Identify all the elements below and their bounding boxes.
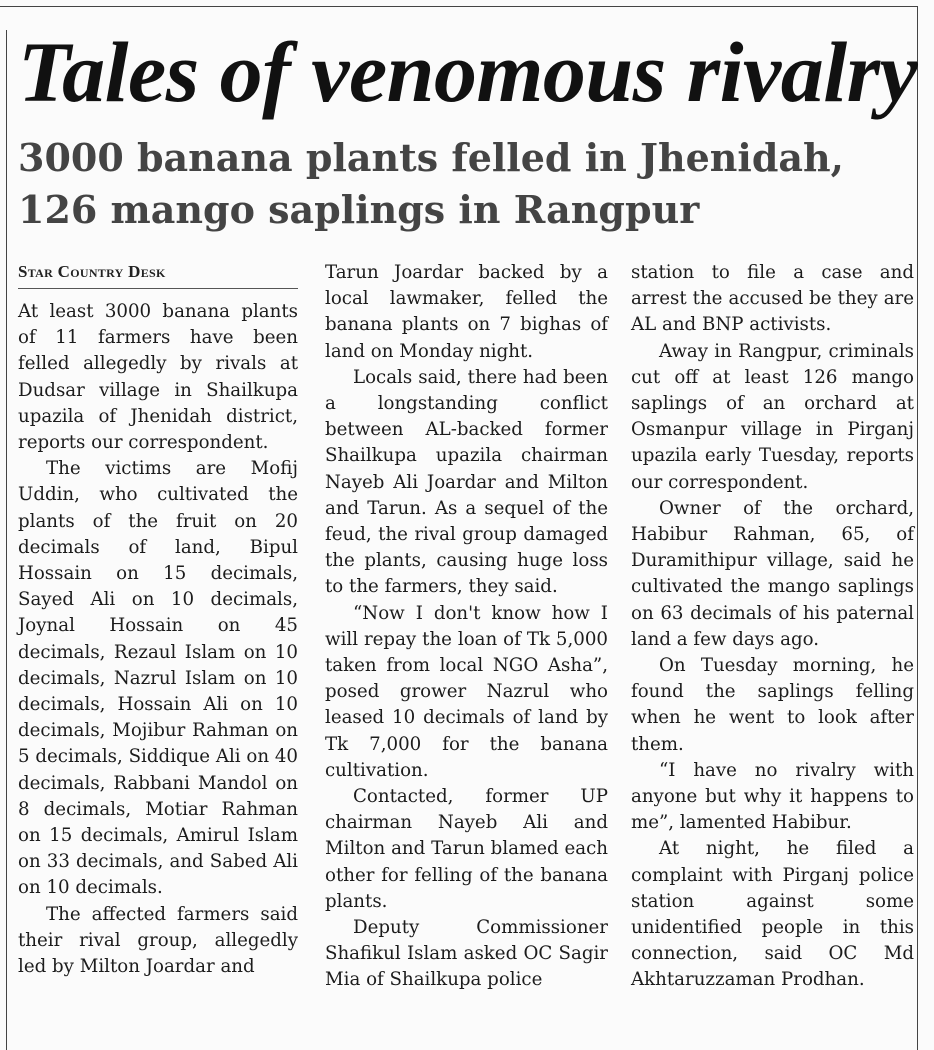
article-column-3 bbox=[631, 260, 914, 994]
paragraph: The victims are Mofij Uddin, who cultivated the plants of the fruit on 20 decimals of land, Bipul Hossain on 15 decimals, Sayed Ali on 10 decimals, Joynal Hossain on 45 decimals, Rezaul Islam on 10 decimals, Nazrul Islam on 10 decimals, Hossain Ali on 10 decimals, Mojibur Rahman on 5 decimals, Siddique Ali on 40 decimals, Rabbani Mandol on 8 decimals, Motiar Rahman on 15 decimals, Amirul Islam on 33 decimals, and Sabed Ali on 10 decimals. bbox=[18, 458, 298, 899]
paragraph: At night, he filed a complaint with Pirganj police station against some unidentified people in this connection, said OC Md Akhtaruzzaman Prodhan. bbox=[631, 838, 914, 991]
top-border-rule bbox=[0, 6, 918, 7]
right-border-rule bbox=[917, 6, 918, 1050]
byline: Star Country Desk bbox=[18, 262, 166, 281]
paragraph: “Now I don't know how I will repay the loan of Tk 5,000 taken from local NGO Asha”, posed grower Nazrul who leased 10 decimals of land by Tk 7,000 for the banana cultivation. bbox=[325, 602, 608, 781]
paragraph: Tarun Joardar backed by a local lawmaker, felled the banana plants on 7 bighas of land on Monday night. bbox=[325, 262, 608, 362]
headline: Tales of venomous rivalry bbox=[18, 24, 918, 120]
paragraph: The affected farmers said their rival group, allegedly led by Milton Joardar and bbox=[18, 903, 298, 978]
byline-rule bbox=[18, 288, 298, 289]
paragraph: Deputy Commissioner Shafikul Islam asked OC Sagir Mia of Shailkupa police bbox=[325, 917, 608, 991]
article-column-1 bbox=[18, 262, 298, 980]
paragraph: Owner of the orchard, Habibur Rahman, 65, of Duramithipur village, said he cultivated the mango saplings on 63 decimals of his paternal land a few days ago. bbox=[631, 497, 914, 650]
article-column-2 bbox=[325, 260, 608, 994]
paragraph: “I have no rivalry with anyone but why it happens to me”, lamented Habibur. bbox=[631, 759, 914, 834]
left-border-rule bbox=[6, 30, 7, 1050]
paragraph: Contacted, former UP chairman Nayeb Ali and Milton and Tarun blamed each other for felling of the banana plants. bbox=[325, 786, 608, 912]
subheadline: 3000 banana plants felled in Jhenidah, 126 mango saplings in Rangpur bbox=[18, 135, 844, 232]
paragraph: station to file a case and arrest the accused be they are AL and BNP activists. bbox=[631, 262, 914, 336]
paragraph: At least 3000 banana plants of 11 farmers have been felled allegedly by rivals at Dudsar village in Shailkupa upazila of Jhenidah district, reports our correspondent. bbox=[18, 301, 298, 454]
paragraph: Away in Rangpur, criminals cut off at least 126 mango saplings of an orchard at Osmanpur village in Pirganj upazila early Tuesday, reports our correspondent. bbox=[631, 340, 914, 493]
paragraph: Locals said, there had been a longstanding conflict between AL-backed former Shailkupa upazila chairman Nayeb Ali Joardar and Milton and Tarun. As a sequel of the feud, the rival group damaged the plants, causing huge loss to the farmers, they said. bbox=[325, 366, 608, 598]
paragraph: On Tuesday morning, he found the saplings felling when he went to look after them. bbox=[631, 655, 914, 755]
